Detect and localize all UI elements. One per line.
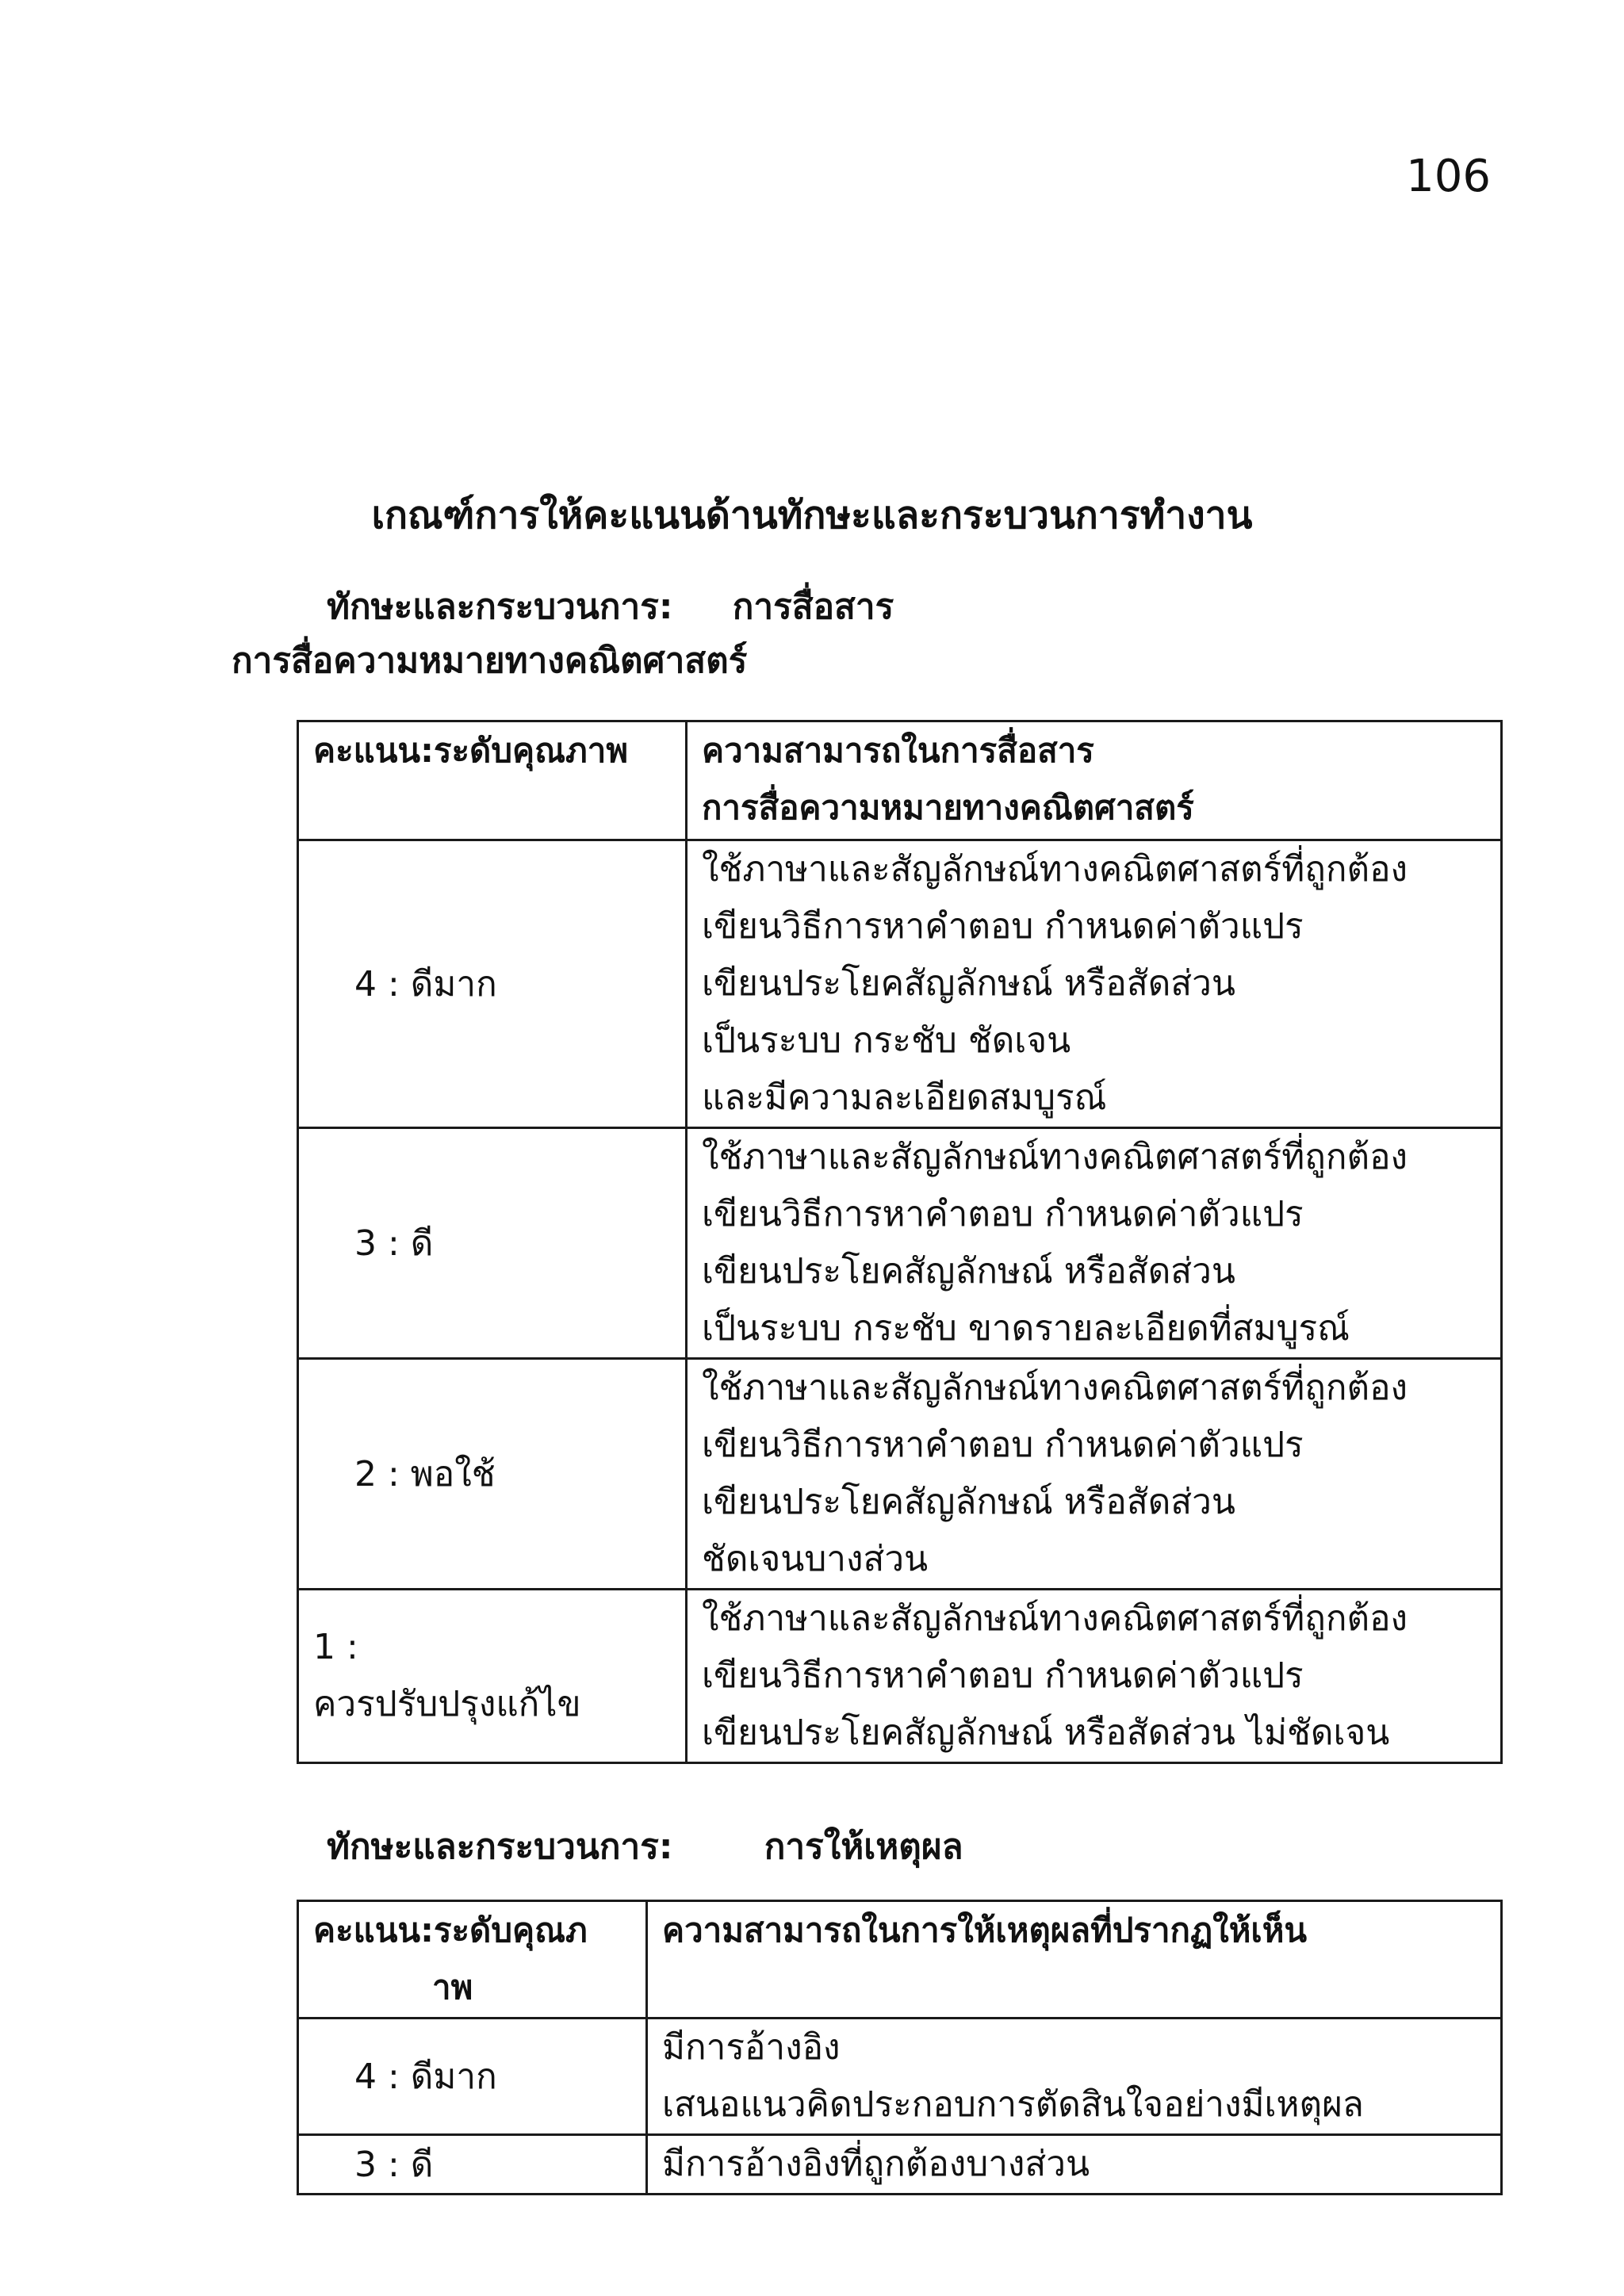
description-line: ชัดเจนบางส่วน — [702, 1539, 929, 1579]
description-line: ใช้ภาษาและสัญลักษณ์ทางคณิตศาสตร์ที่ถูกต้อง — [702, 1368, 1408, 1408]
description-line: เขียนประโยคสัญลักษณ์ หรือสัดส่วน — [702, 1482, 1235, 1522]
section2-skill-label: ทักษะและกระบวนการ: — [327, 1827, 673, 1867]
description-line: เขียนประโยคสัญลักษณ์ หรือสัดส่วน ไม่ชัดเจน — [702, 1712, 1390, 1753]
section2-skill-line — [327, 1819, 963, 1874]
description-line: มีการอ้างอิง — [662, 2027, 841, 2068]
description-line: ใช้ภาษาและสัญลักษณ์ทางคณิตศาสตร์ที่ถูกต้อง — [702, 849, 1408, 890]
description-line: เขียนวิธีการหาคำตอบ กำหนดค่าตัวแปร — [702, 1194, 1304, 1234]
description-line: ใช้ภาษาและสัญลักษณ์ทางคณิตศาสตร์ที่ถูกต้อง — [702, 1598, 1408, 1639]
header-score-line: าพ — [432, 1968, 473, 2007]
page-number: 106 — [1406, 151, 1491, 202]
table-row — [298, 1128, 1502, 1359]
level-cell: 4 : ดีมาก — [298, 840, 687, 1128]
description-cell — [687, 1359, 1502, 1590]
table-header-row — [298, 721, 1502, 840]
header-score-line: คะแนน:ระดับคุณภ — [313, 1911, 588, 1950]
level-line: 1 : — [313, 1627, 358, 1667]
section1-skill-label: ทักษะและกระบวนการ: — [327, 587, 673, 627]
header-score-level — [298, 1901, 647, 2019]
description-cell — [687, 840, 1502, 1128]
communication-rubric-table — [297, 720, 1503, 1764]
description-line: เขียนวิธีการหาคำตอบ กำหนดค่าตัวแปร — [702, 1425, 1304, 1465]
description-cell — [647, 2019, 1502, 2135]
description-cell — [687, 1590, 1502, 1763]
header-ability-line: ความสามารถในการสื่อสาร — [702, 731, 1094, 770]
table-row — [298, 1359, 1502, 1590]
description-cell — [687, 1128, 1502, 1359]
page-title: เกณฑ์การให้คะแนนด้านทักษะและกระบวนการทำงาน — [371, 493, 1253, 538]
section1-skill-line — [327, 579, 894, 634]
description-line: เขียนวิธีการหาคำตอบ กำหนดค่าตัวแปร — [702, 906, 1304, 947]
level-cell: 2 : พอใช้ — [298, 1359, 687, 1590]
section1-skill-value: การสื่อสาร — [732, 587, 894, 627]
description-line: ใช้ภาษาและสัญลักษณ์ทางคณิตศาสตร์ที่ถูกต้อง — [702, 1137, 1408, 1177]
description-line: เสนอแนวคิดประกอบการตัดสินใจอย่างมีเหตุผล — [662, 2084, 1364, 2125]
level-cell: 4 : ดีมาก — [298, 2019, 647, 2135]
description-line: เขียนประโยคสัญลักษณ์ หรือสัดส่วน — [702, 1251, 1235, 1292]
table-row — [298, 2135, 1502, 2195]
level-cell: 3 : ดี — [298, 1128, 687, 1359]
table-row — [298, 2019, 1502, 2135]
header-score-level: คะแนน:ระดับคุณภาพ — [298, 721, 687, 840]
description-line: และมีความละเอียดสมบูรณ์ — [702, 1077, 1107, 1118]
header-ability: ความสามารถในการให้เหตุผลที่ปรากฏให้เห็น — [647, 1901, 1502, 2019]
table-row — [298, 1590, 1502, 1763]
description-line: เขียนวิธีการหาคำตอบ กำหนดค่าตัวแปร — [702, 1655, 1304, 1696]
description-line: เป็นระบบ กระชับ ขาดรายละเอียดที่สมบูรณ์ — [702, 1308, 1350, 1349]
header-ability-line: การสื่อความหมายทางคณิตศาสตร์ — [702, 788, 1194, 827]
description-cell — [647, 2135, 1502, 2195]
description-line: มีการอ้างอิงที่ถูกต้องบางส่วน — [662, 2144, 1090, 2184]
level-line: ควรปรับปรุงแก้ไข — [313, 1684, 581, 1724]
description-line: เป็นระบบ กระชับ ชัดเจน — [702, 1020, 1071, 1061]
description-line: เขียนประโยคสัญลักษณ์ หรือสัดส่วน — [702, 963, 1235, 1004]
table-header-row — [298, 1901, 1502, 2019]
section1-subtitle: การสื่อความหมายทางคณิตศาสตร์ — [232, 641, 748, 681]
header-ability — [687, 721, 1502, 840]
section2-skill-value: การให้เหตุผล — [764, 1827, 963, 1867]
table-row — [298, 840, 1502, 1128]
level-cell: 3 : ดี — [298, 2135, 647, 2195]
level-cell — [298, 1590, 687, 1763]
reasoning-rubric-table — [297, 1900, 1503, 2195]
